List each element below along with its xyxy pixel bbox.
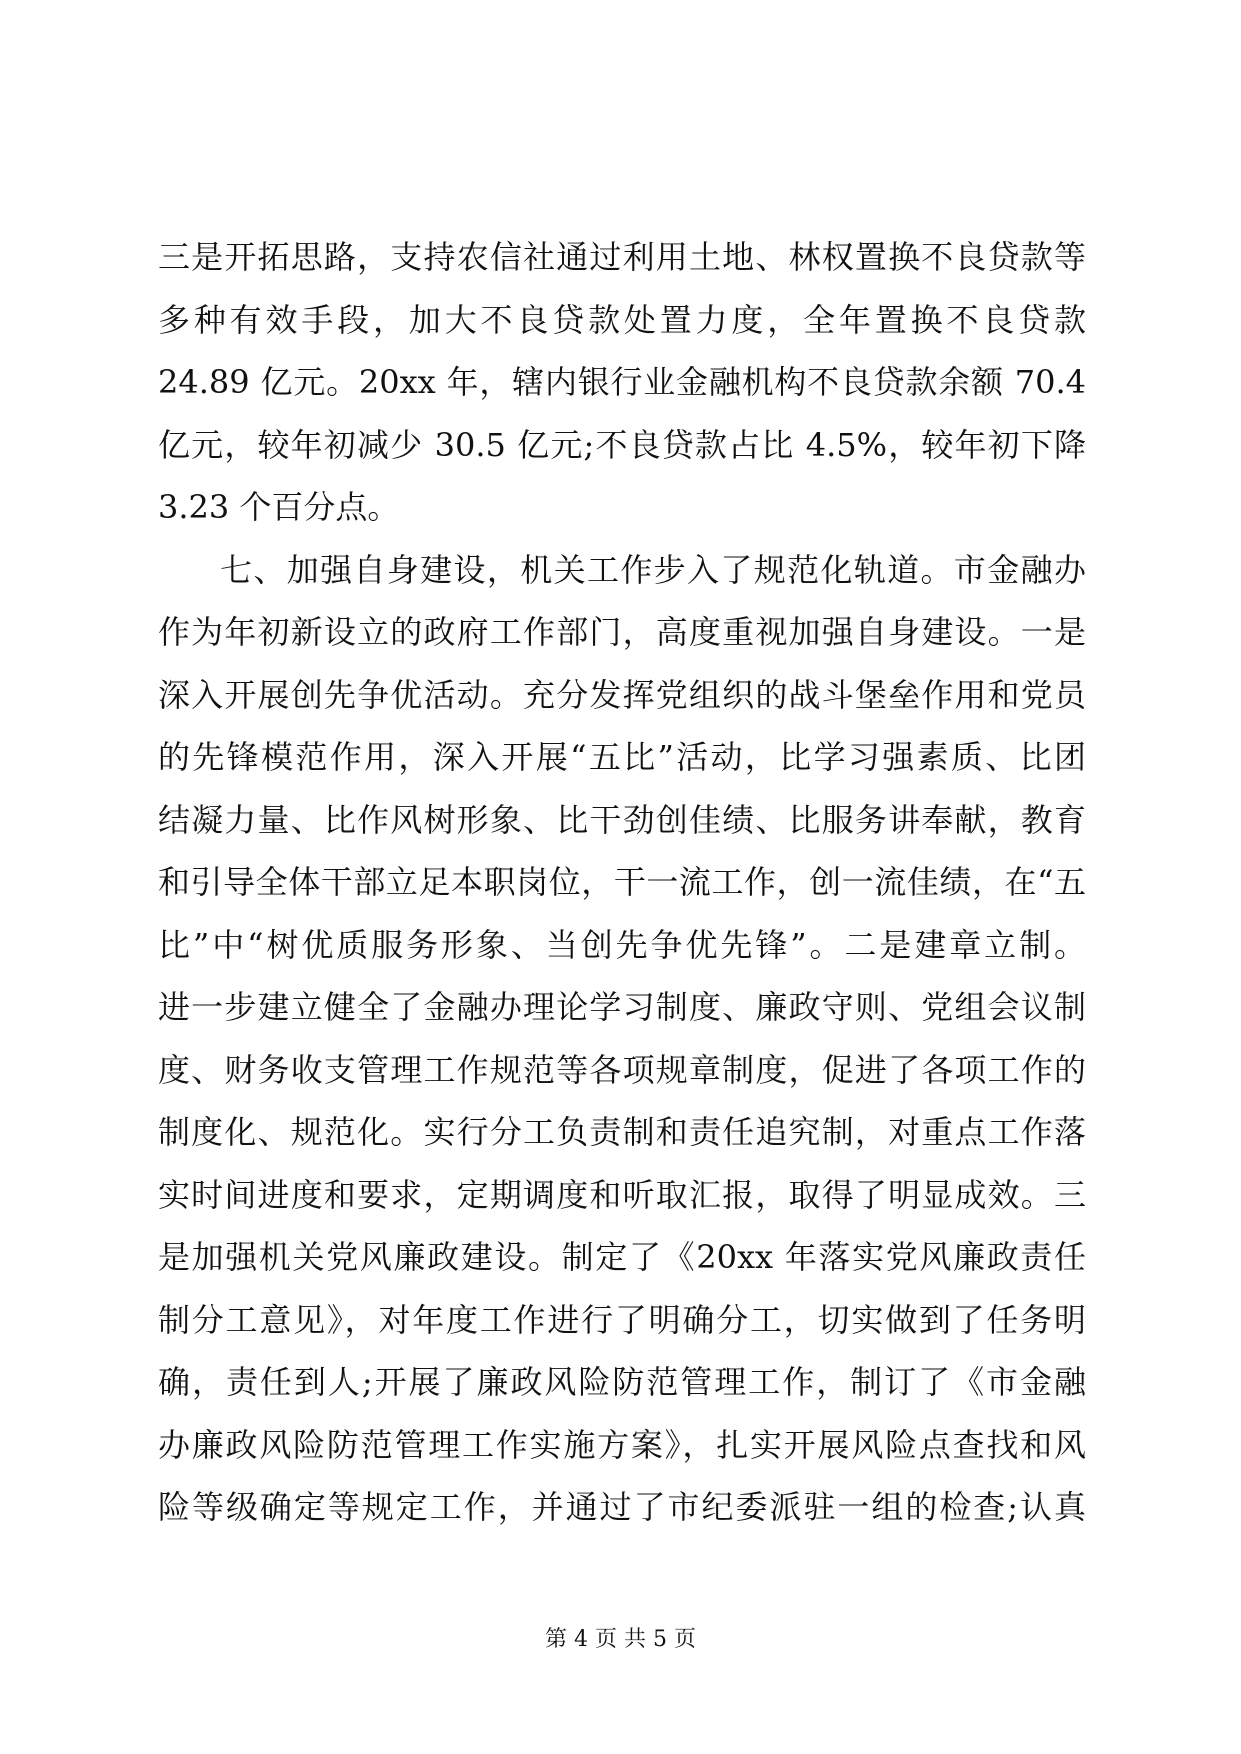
text-line: 3.23 个百分点。 <box>158 488 400 526</box>
text-line: 比”中“树优质服务形象、当创先争优先锋”。二是建章立制。 <box>158 925 1086 964</box>
text-line: 深入开展创先争优活动。充分发挥党组织的战斗堡垒作用和党员 <box>158 675 1086 714</box>
text-line: 险等级确定等规定工作，并通过了市纪委派驻一组的检查;认真 <box>158 1488 1086 1526</box>
text-line: 和引导全体干部立足本职岗位，干一流工作，创一流佳绩，在“五 <box>158 863 1086 901</box>
page-footer: 第 4 页 共 5 页 <box>545 1627 696 1652</box>
text-line: 作为年初新设立的政府工作部门，高度重视加强自身建设。一是 <box>158 613 1086 651</box>
document-body <box>158 226 1086 1539</box>
text-line: 亿元，较年初减少 30.5 亿元;不良贷款占比 4.5%，较年初下降 <box>158 425 1086 464</box>
text-line: 七、加强自身建设，机关工作步入了规范化轨道。市金融办 <box>220 550 1086 589</box>
text-line: 是加强机关党风廉政建设。制定了《20xx 年落实党风廉政责任 <box>158 1238 1086 1276</box>
text-line: 制度化、规范化。实行分工负责制和责任追究制，对重点工作落 <box>158 1113 1086 1151</box>
text-line: 制分工意见》，对年度工作进行了明确分工，切实做到了任务明 <box>158 1300 1086 1339</box>
text-line: 度、财务收支管理工作规范等各项规章制度，促进了各项工作的 <box>158 1050 1086 1089</box>
text-line: 结凝力量、比作风树形象、比干劲创佳绩、比服务讲奉献，教育 <box>158 800 1086 839</box>
text-line: 进一步建立健全了金融办理论学习制度、廉政守则、党组会议制 <box>158 988 1086 1026</box>
text-line: 办廉政风险防范管理工作实施方案》，扎实开展风险点查找和风 <box>158 1425 1086 1464</box>
text-line: 24.89 亿元。20xx 年，辖内银行业金融机构不良贷款余额 70.4 <box>158 363 1086 401</box>
text-line: 实时间进度和要求，定期调度和听取汇报，取得了明显成效。三 <box>158 1175 1086 1214</box>
text-line: 三是开拓思路，支持农信社通过利用土地、林权置换不良贷款等 <box>158 238 1086 276</box>
text-line: 的先锋模范作用，深入开展“五比”活动，比学习强素质、比团 <box>158 738 1086 776</box>
text-line: 确，责任到人;开展了廉政风险防范管理工作，制订了《市金融 <box>158 1363 1086 1401</box>
text-line: 多种有效手段，加大不良贷款处置力度，全年置换不良贷款 <box>158 300 1086 339</box>
